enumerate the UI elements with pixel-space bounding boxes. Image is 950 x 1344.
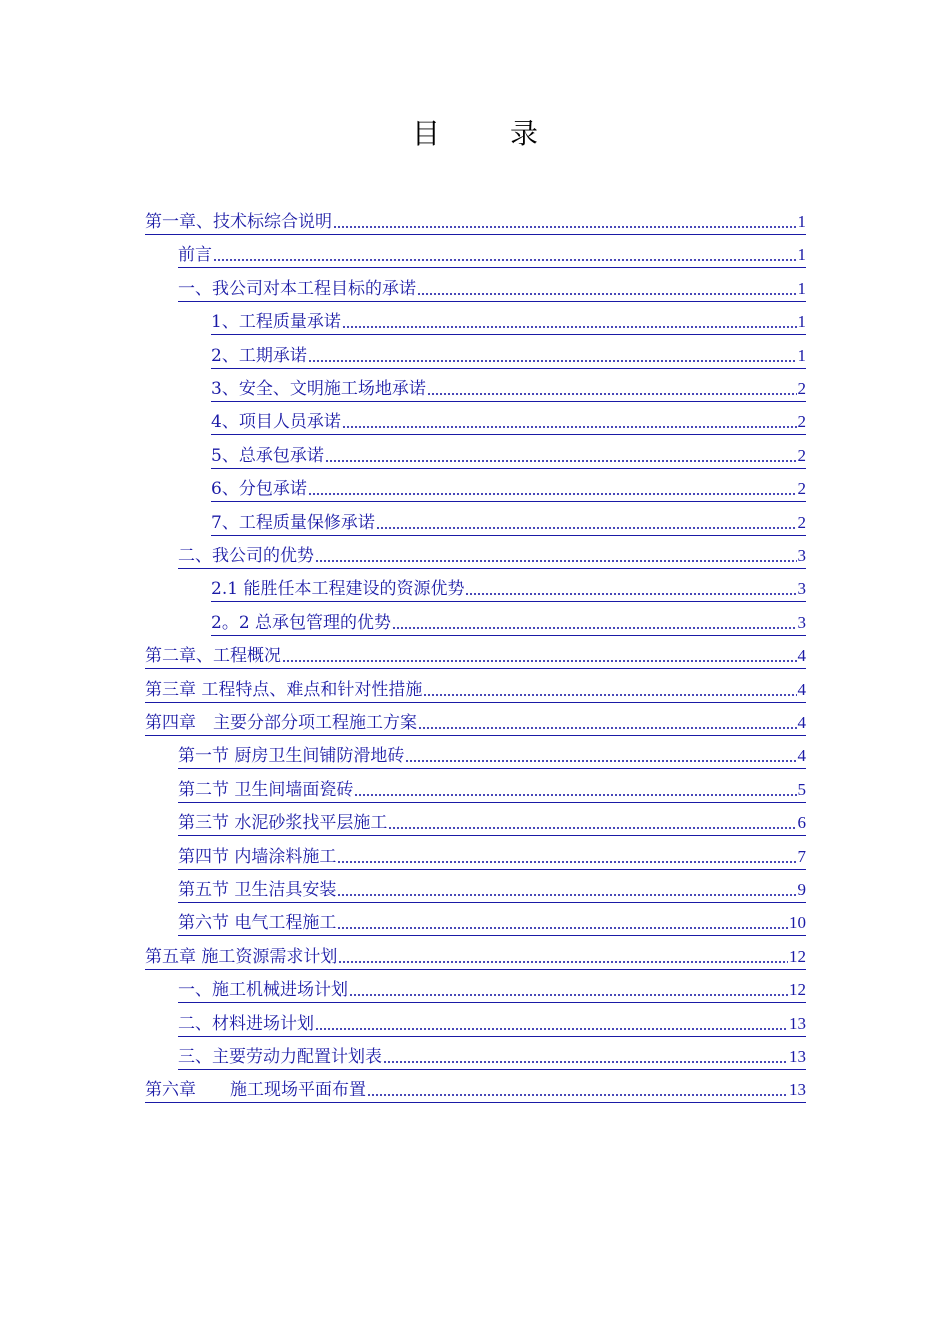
- toc-entry[interactable]: [145, 706, 806, 736]
- toc-entry-page-number: 2: [797, 512, 806, 532]
- dot-leader: [333, 226, 797, 228]
- toc-entry-label: 4、项目人员承诺: [211, 412, 341, 433]
- dot-leader: [405, 760, 796, 762]
- toc-entry[interactable]: [178, 1040, 806, 1070]
- toc-entry-page-number: 12: [789, 946, 806, 966]
- dot-leader: [367, 1094, 788, 1096]
- toc-entry-page-number: 4: [797, 646, 806, 666]
- toc-entry[interactable]: [145, 940, 806, 970]
- toc-entry-page-number: 4: [797, 713, 806, 732]
- toc-entry[interactable]: [178, 773, 806, 803]
- toc-entry[interactable]: [178, 806, 806, 836]
- dot-leader: [392, 627, 796, 629]
- toc-entry-page-number: 4: [797, 679, 806, 699]
- dot-leader: [388, 827, 796, 829]
- dot-leader: [342, 426, 797, 428]
- toc-entry-label: 第一节 厨房卫生间铺防滑地砖: [178, 746, 405, 767]
- dot-leader: [308, 493, 797, 495]
- toc-entry-label: 6、分包承诺: [211, 479, 307, 500]
- toc-entry[interactable]: [211, 572, 806, 602]
- toc-entry-page-number: 2: [797, 479, 806, 499]
- toc-entry-page-number: 13: [789, 1013, 806, 1033]
- dot-leader: [465, 593, 796, 595]
- dot-leader: [354, 794, 796, 796]
- dot-leader: [337, 927, 788, 929]
- toc-entry-label: 二、材料进场计划: [178, 1013, 314, 1034]
- toc-entry-label: 2、工期承诺: [211, 345, 307, 366]
- toc-entry-label: 第三章 工程特点、难点和针对性措施: [145, 679, 423, 700]
- dot-leader: [427, 393, 797, 395]
- toc-entry-page-number: 2: [797, 379, 806, 398]
- toc-entry[interactable]: [211, 506, 806, 536]
- dot-leader: [417, 293, 797, 295]
- dot-leader: [418, 727, 797, 729]
- toc-entry[interactable]: [178, 1007, 806, 1037]
- dot-leader: [315, 1028, 788, 1030]
- toc-entry-page-number: 1: [797, 278, 806, 298]
- toc-entry[interactable]: [145, 673, 806, 703]
- toc-entry-label: 2。2 总承包管理的优势: [211, 612, 392, 633]
- dot-leader: [342, 326, 797, 328]
- toc-entry-page-number: 13: [789, 1047, 806, 1066]
- dot-leader: [308, 360, 797, 362]
- toc-entry[interactable]: [178, 906, 806, 936]
- toc-entry-label: 第二节 卫生间墙面瓷砖: [178, 779, 354, 800]
- toc-entry[interactable]: [145, 1073, 806, 1103]
- dot-leader: [376, 527, 797, 529]
- toc-entry-label: 一、我公司对本工程目标的承诺: [178, 278, 416, 299]
- toc-entry-page-number: 1: [797, 312, 806, 332]
- toc-entry-label: 二、我公司的优势: [178, 546, 314, 566]
- dot-leader: [315, 560, 797, 562]
- toc-entry[interactable]: [178, 739, 806, 769]
- dot-leader: [337, 894, 796, 896]
- toc-entry[interactable]: [211, 405, 806, 435]
- toc-entry[interactable]: [145, 205, 806, 235]
- toc-entry-page-number: 10: [789, 913, 806, 933]
- toc-entry-label: 1、工程质量承诺: [211, 312, 341, 333]
- toc-entry-label: 第六章 施工现场平面布置: [145, 1080, 366, 1101]
- toc-entry-page-number: 1: [797, 212, 806, 231]
- toc-entry-label: 第一章、技术标综合说明: [145, 212, 332, 232]
- toc-entry-label: 3、安全、文明施工场地承诺: [211, 379, 426, 399]
- toc-entry[interactable]: [211, 472, 806, 502]
- toc-entry[interactable]: [211, 372, 806, 402]
- toc-entry-label: 7、工程质量保修承诺: [211, 512, 375, 533]
- toc-entry[interactable]: [178, 539, 806, 569]
- toc-entry[interactable]: [178, 272, 806, 302]
- toc-entry-label: 前言: [178, 245, 212, 266]
- toc-entry-label: 第四章 主要分部分项工程施工方案: [145, 713, 417, 733]
- toc-entry-label: 第五章 施工资源需求计划: [145, 946, 338, 967]
- toc-entry[interactable]: [211, 305, 806, 335]
- toc-entry-page-number: 7: [797, 846, 806, 866]
- dot-leader: [282, 660, 797, 662]
- toc-entry-page-number: 2: [797, 412, 806, 432]
- toc-entry-page-number: 3: [797, 579, 806, 599]
- toc-entry[interactable]: [145, 639, 806, 669]
- toc-entry-page-number: 4: [797, 746, 806, 766]
- dot-leader: [213, 259, 797, 261]
- toc-entry-label: 第三节 水泥砂浆找平层施工: [178, 813, 388, 834]
- toc-entry[interactable]: [178, 238, 806, 268]
- toc-entry-page-number: 3: [797, 546, 806, 565]
- dot-leader: [349, 994, 788, 996]
- toc-entry-page-number: 3: [797, 612, 806, 632]
- toc-title: 目录: [411, 117, 608, 150]
- toc-entry[interactable]: [211, 339, 806, 369]
- toc-entry-page-number: 12: [789, 980, 806, 1000]
- toc-entry-label: 一、施工机械进场计划: [178, 980, 348, 1001]
- toc-entry-page-number: 1: [797, 245, 806, 265]
- toc-entry-page-number: 5: [797, 779, 806, 799]
- dot-leader: [325, 460, 797, 462]
- toc-entry[interactable]: [178, 873, 806, 903]
- toc-entry[interactable]: [178, 973, 806, 1003]
- toc-entry-label: 2.1 能胜任本工程建设的资源优势: [211, 579, 465, 600]
- dot-leader: [338, 961, 788, 963]
- toc-entry-page-number: 13: [789, 1080, 806, 1100]
- toc-entry-label: 第二章、工程概况: [145, 646, 281, 667]
- toc-entry-page-number: 6: [797, 813, 806, 833]
- dot-leader: [383, 1061, 788, 1063]
- toc-entry-page-number: 9: [797, 880, 806, 899]
- toc-entry[interactable]: [178, 840, 806, 870]
- toc-entry-label: 三、主要劳动力配置计划表: [178, 1047, 382, 1067]
- toc-entry-label: 第五节 卫生洁具安装: [178, 880, 337, 900]
- toc-entry-page-number: 2: [797, 445, 806, 465]
- toc-entry-label: 5、总承包承诺: [211, 445, 324, 466]
- dot-leader: [423, 694, 796, 696]
- toc-entry[interactable]: [211, 439, 806, 469]
- toc-entry-page-number: 1: [797, 345, 806, 365]
- dot-leader: [337, 861, 796, 863]
- toc-entry-label: 第四节 内墙涂料施工: [178, 846, 337, 867]
- toc-entry-label: 第六节 电气工程施工: [178, 913, 337, 934]
- toc-entry[interactable]: [211, 606, 806, 636]
